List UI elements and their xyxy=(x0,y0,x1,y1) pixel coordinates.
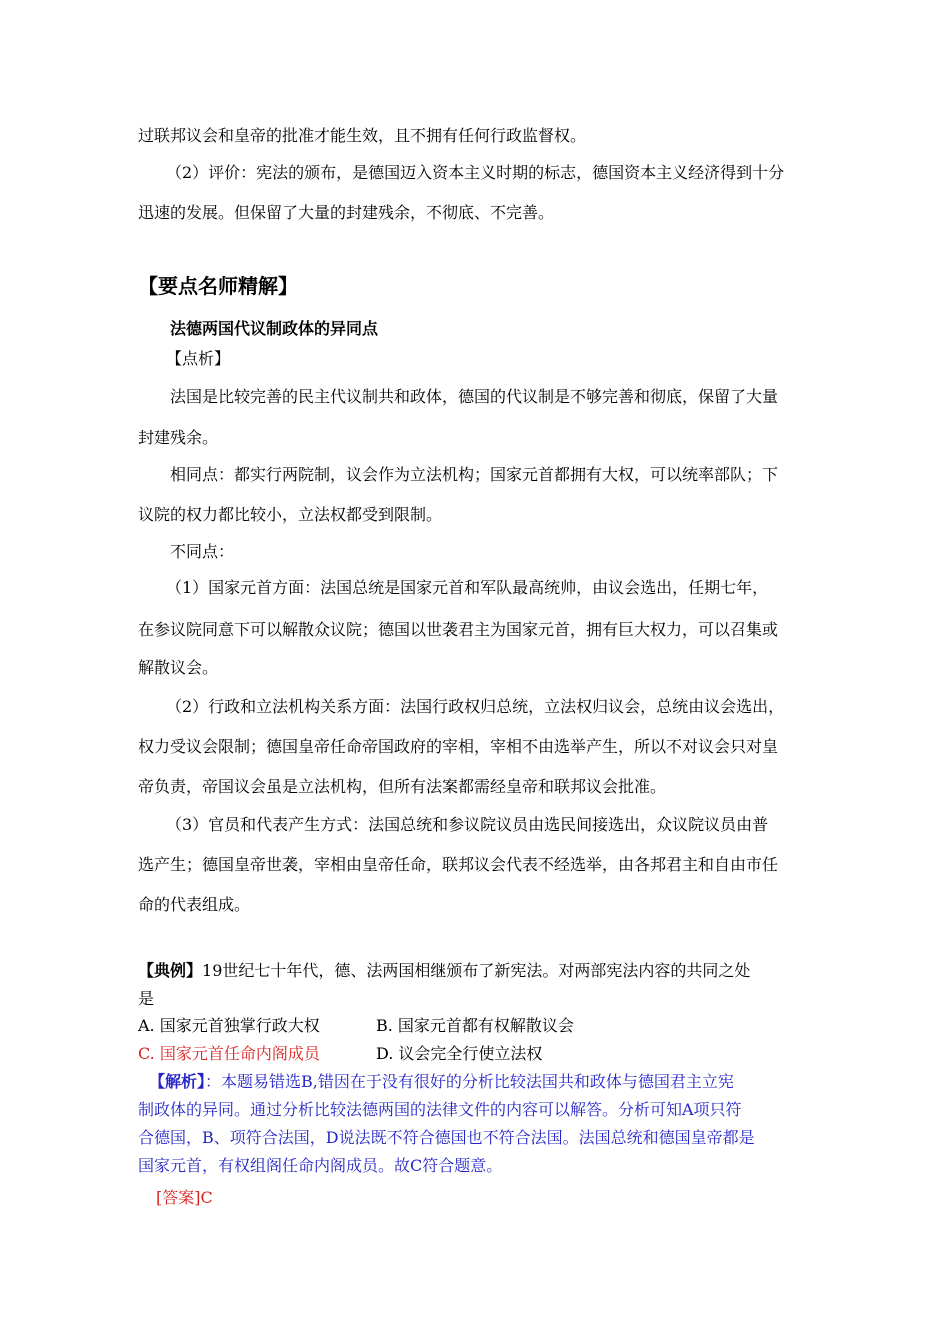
option-c-correct: C. 国家元首任命内阁成员 xyxy=(138,1044,320,1063)
intro-line-1: 过联邦议会和皇帝的批准才能生效，且不拥有任何行政监督权。 xyxy=(138,126,587,145)
difference-1-line-3: 解散议会。 xyxy=(138,658,219,677)
options-row-1 xyxy=(138,1016,828,1036)
similarities-line-2: 议院的权力都比较小，立法权都受到限制。 xyxy=(138,505,443,524)
section-title: 【要点名师精解】 xyxy=(138,274,298,298)
option-a: A. 国家元首独掌行政大权 xyxy=(138,1016,320,1035)
explanation-text: ：本题易错选B,错因在于没有很好的分析比较法国共和政体与德国君主立宪 xyxy=(205,1072,734,1091)
option-d: D. 议会完全行使立法权 xyxy=(376,1044,543,1063)
evaluation-line-1: （2）评价：宪法的颁布，是德国迈入资本主义时期的标志，德国资本主义经济得到十分 xyxy=(166,163,785,182)
similarities-line-1: 相同点：都实行两院制，议会作为立法机构；国家元首都拥有大权，可以统率部队；下 xyxy=(170,465,779,484)
difference-2-line-2: 权力受议会限制；德国皇帝任命帝国政府的宰相，宰相不由选举产生，所以不对议会只对皇 xyxy=(138,737,779,756)
answer-line: [答案]C xyxy=(156,1188,213,1207)
analysis-label: 【点析】 xyxy=(166,349,231,368)
example-tag: 【典例】 xyxy=(138,961,203,980)
difference-3-line-1: （3）官员和代表产生方式：法国总统和参议院议员由选民间接选出，众议院议员由普 xyxy=(166,815,769,834)
explanation-line-2: 制政体的异同。通过分析比较法德两国的法律文件的内容可以解答。分析可知A项只符 xyxy=(138,1100,742,1119)
explanation-line-1 xyxy=(149,1072,839,1092)
example-question-text: 19世纪七十年代，德、法两国相继颁布了新宪法。对两部宪法内容的共同之处 xyxy=(202,961,751,980)
options-row-2 xyxy=(138,1044,828,1064)
example-question-line-2: 是 xyxy=(138,989,155,1008)
paragraph-1-line-2: 封建残余。 xyxy=(138,428,219,447)
option-b: B. 国家元首都有权解散议会 xyxy=(376,1016,574,1035)
section-subtitle: 法德两国代议制政体的异同点 xyxy=(170,319,379,338)
difference-3-line-2: 选产生；德国皇帝世袭，宰相由皇帝任命，联邦议会代表不经选举，由各邦君主和自由市任 xyxy=(138,855,779,874)
difference-3-line-3: 命的代表组成。 xyxy=(138,895,251,914)
difference-1-line-1: （1）国家元首方面：法国总统是国家元首和军队最高统帅，由议会选出，任期七年， xyxy=(166,578,769,597)
difference-1-line-2: 在参议院同意下可以解散众议院；德国以世袭君主为国家元首，拥有巨大权力，可以召集或 xyxy=(138,620,779,639)
explanation-line-3: 合德国，B、项符合法国，D说法既不符合德国也不符合法国。法国总统和德国皇帝都是 xyxy=(138,1128,755,1147)
differences-label: 不同点： xyxy=(170,542,235,561)
paragraph-1-line-1: 法国是比较完善的民主代议制共和政体，德国的代议制是不够完善和彻底，保留了大量 xyxy=(170,387,779,406)
explanation-line-4: 国家元首，有权组阁任命内阁成员。故C符合题意。 xyxy=(138,1156,503,1175)
difference-2-line-3: 帝负责，帝国议会虽是立法机构，但所有法案都需经皇帝和联邦议会批准。 xyxy=(138,777,667,796)
difference-2-line-1: （2）行政和立法机构关系方面：法国行政权归总统，立法权归议会，总统由议会选出， xyxy=(166,697,785,716)
evaluation-line-2: 迅速的发展。但保留了大量的封建残余，不彻底、不完善。 xyxy=(138,203,555,222)
explanation-tag: 【解析】 xyxy=(149,1072,206,1091)
example-question-line-1 xyxy=(138,961,828,981)
